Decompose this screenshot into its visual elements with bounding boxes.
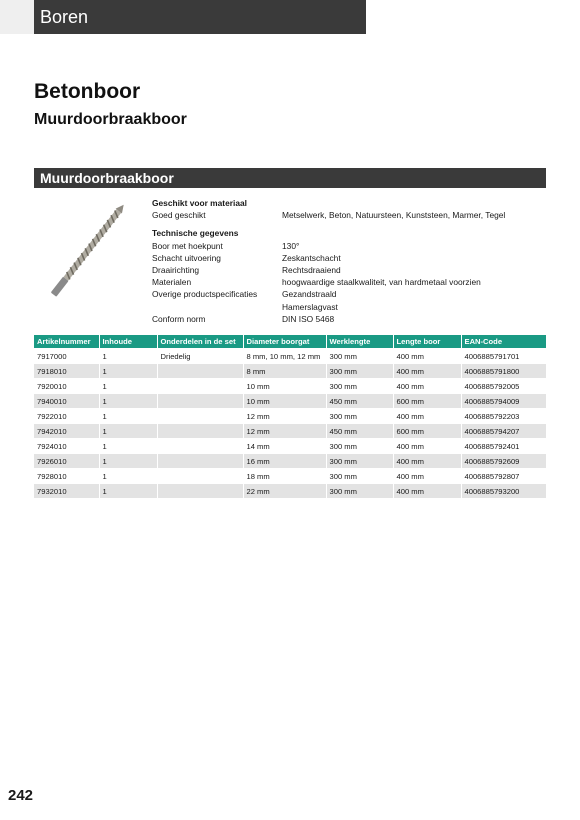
table-cell: 300 mm <box>326 469 393 484</box>
table-cell: 300 mm <box>326 349 393 364</box>
table-cell: 400 mm <box>393 484 461 499</box>
table-cell <box>157 364 243 379</box>
table-cell: 1 <box>99 424 157 439</box>
table-cell: 300 mm <box>326 379 393 394</box>
spec-value: DIN ISO 5468 <box>282 313 335 324</box>
specifications <box>152 197 546 325</box>
table-cell <box>157 409 243 424</box>
table-cell <box>157 394 243 409</box>
spec-row <box>152 264 546 276</box>
table-cell: 1 <box>99 439 157 454</box>
table-cell: 600 mm <box>393 424 461 439</box>
table-row <box>34 364 546 379</box>
article-table <box>34 335 547 499</box>
table-cell: 400 mm <box>393 364 461 379</box>
table-row <box>34 349 546 364</box>
table-cell: 7920010 <box>34 379 99 394</box>
spec-row <box>152 313 546 325</box>
table-cell: 4006885794207 <box>461 424 546 439</box>
table-cell: 4006885791701 <box>461 349 546 364</box>
table-cell: 1 <box>99 364 157 379</box>
table-cell: 400 mm <box>393 439 461 454</box>
table-cell: 300 mm <box>326 364 393 379</box>
table-header-row <box>34 335 546 349</box>
table-cell: 400 mm <box>393 379 461 394</box>
table-cell: 1 <box>99 349 157 364</box>
table-cell: 14 mm <box>243 439 326 454</box>
table-cell: 1 <box>99 379 157 394</box>
table-cell <box>157 379 243 394</box>
spec-value: Gezandstraald <box>282 289 337 300</box>
table-cell: 4006885793200 <box>461 484 546 499</box>
table-cell: 8 mm, 10 mm, 12 mm <box>243 349 326 364</box>
table-cell: 1 <box>99 469 157 484</box>
spec-value: Rechtsdraaiend <box>282 265 341 276</box>
table-cell <box>157 469 243 484</box>
spec-label: Boor met hoekpunt <box>152 240 223 251</box>
section-header <box>34 0 366 34</box>
table-cell: 7932010 <box>34 484 99 499</box>
section-title: Boren <box>40 7 89 27</box>
table-row <box>34 469 546 484</box>
column-header: Lengte boor <box>393 335 461 349</box>
material-heading: Geschikt voor materiaal <box>152 198 247 208</box>
table-cell: 7926010 <box>34 454 99 469</box>
table-cell <box>157 439 243 454</box>
table-cell: 7917000 <box>34 349 99 364</box>
table-cell: 18 mm <box>243 469 326 484</box>
table-cell: 300 mm <box>326 454 393 469</box>
table-cell <box>157 484 243 499</box>
spec-label <box>152 301 282 313</box>
spec-label: Materialen <box>152 277 192 288</box>
spec-row-material <box>152 209 546 221</box>
table-cell: 1 <box>99 409 157 424</box>
spec-value: hoogwaardige staalkwaliteit, van hardmetaal voorzien <box>282 277 481 288</box>
spec-value: Zeskantschacht <box>282 252 341 263</box>
header-edge-strip <box>0 0 34 34</box>
table-cell: 4006885791800 <box>461 364 546 379</box>
product-header <box>34 168 546 188</box>
table-cell: Driedelig <box>157 349 243 364</box>
spec-row <box>152 240 546 252</box>
table-cell: 4006885792807 <box>461 469 546 484</box>
table-cell: 300 mm <box>326 439 393 454</box>
page-subtitle: Muurdoorbraakboor <box>34 111 187 128</box>
table-cell: 1 <box>99 394 157 409</box>
spec-label: Overige productspecificaties <box>152 289 258 300</box>
table-cell: 7918010 <box>34 364 99 379</box>
table-cell: 450 mm <box>326 424 393 439</box>
table-cell: 22 mm <box>243 484 326 499</box>
product-title: Muurdoorbraakboor <box>40 170 174 186</box>
column-header: Werklengte <box>326 335 393 349</box>
spec-label: Schacht uitvoering <box>152 252 221 263</box>
table-cell: 7922010 <box>34 409 99 424</box>
spec-row <box>152 276 546 288</box>
table-cell: 400 mm <box>393 409 461 424</box>
drill-bit-icon <box>34 194 144 306</box>
table-cell <box>157 454 243 469</box>
table-cell <box>157 424 243 439</box>
spec-value: 130° <box>282 240 300 251</box>
table-cell: 7924010 <box>34 439 99 454</box>
spec-label: Conform norm <box>152 313 206 324</box>
column-header: Artikelnummer <box>34 335 99 349</box>
table-cell: 4006885794009 <box>461 394 546 409</box>
table-cell: 300 mm <box>326 409 393 424</box>
table-row <box>34 394 546 409</box>
table-cell: 4006885792609 <box>461 454 546 469</box>
spec-value: Hamerslagvast <box>282 301 338 312</box>
table-cell: 7928010 <box>34 469 99 484</box>
table-row <box>34 409 546 424</box>
table-cell: 1 <box>99 454 157 469</box>
tech-heading: Technische gegevens <box>152 228 239 239</box>
table-cell: 450 mm <box>326 394 393 409</box>
table-cell: 12 mm <box>243 424 326 439</box>
table-cell: 10 mm <box>243 394 326 409</box>
table-row <box>34 454 546 469</box>
table-cell: 400 mm <box>393 469 461 484</box>
table-row <box>34 484 546 499</box>
column-header: EAN-Code <box>461 335 546 349</box>
table-cell: 12 mm <box>243 409 326 424</box>
table-cell: 4006885792203 <box>461 409 546 424</box>
spec-label: Goed geschikt <box>152 210 206 221</box>
spec-row <box>152 301 546 313</box>
spec-row <box>152 252 546 264</box>
table-cell: 4006885792005 <box>461 379 546 394</box>
table-row <box>34 439 546 454</box>
table-row <box>34 379 546 394</box>
table-cell: 16 mm <box>243 454 326 469</box>
table-cell: 7940010 <box>34 394 99 409</box>
spec-label: Draairichting <box>152 265 200 276</box>
spec-row <box>152 288 546 300</box>
table-cell: 7942010 <box>34 424 99 439</box>
table-cell: 10 mm <box>243 379 326 394</box>
column-header: Inhoude <box>99 335 157 349</box>
table-cell: 8 mm <box>243 364 326 379</box>
table-cell: 600 mm <box>393 394 461 409</box>
table-cell: 400 mm <box>393 349 461 364</box>
table-row <box>34 424 546 439</box>
column-header: Onderdelen in de set <box>157 335 243 349</box>
table-cell: 400 mm <box>393 454 461 469</box>
table-cell: 1 <box>99 484 157 499</box>
table-cell: 4006885792401 <box>461 439 546 454</box>
column-header: Diameter boorgat <box>243 335 326 349</box>
spec-value: Metselwerk, Beton, Natuursteen, Kunststeen, Marmer, Tegel <box>282 210 506 221</box>
page-title: Betonboor <box>34 80 141 103</box>
page-number: 242 <box>8 787 34 804</box>
table-cell: 300 mm <box>326 484 393 499</box>
